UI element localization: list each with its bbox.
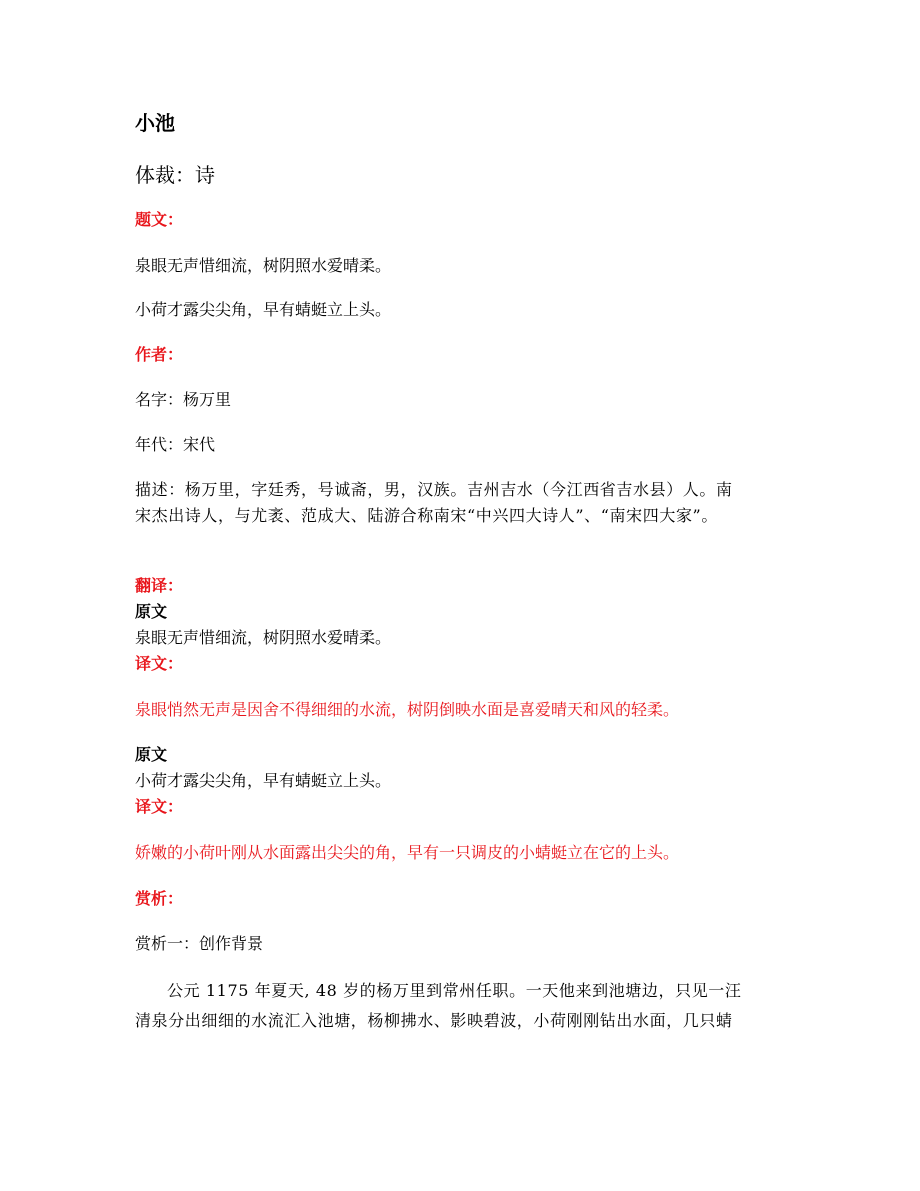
author-name: 名字：杨万里 xyxy=(135,390,232,409)
appreciation-subheading: 赏析一：创作背景 xyxy=(135,934,264,953)
translation-text: 泉眼悄然无声是因舍不得细细的水流，树阴倒映水面是喜爱晴天和风的轻柔。 xyxy=(135,700,680,719)
appreciation-paragraph-line: 清泉分出细细的水流汇入池塘，杨柳拂水、影映碧波，小荷刚刚钻出水面，几只蜻 xyxy=(135,1011,733,1030)
translation-label: 译文： xyxy=(135,654,184,673)
poem-line: 小荷才露尖尖角，早有蜻蜓立上头。 xyxy=(135,300,392,319)
translation-heading: 翻译： xyxy=(135,576,184,595)
doc-title: 小池 xyxy=(135,111,175,135)
poem-heading: 题文： xyxy=(135,210,184,229)
translation-label: 译文： xyxy=(135,797,184,816)
genre-line: 体裁：诗 xyxy=(135,163,215,187)
original-label: 原文 xyxy=(135,602,168,621)
author-heading: 作者： xyxy=(135,345,184,364)
translation-text: 娇嫩的小荷叶刚从水面露出尖尖的角，早有一只调皮的小蜻蜓立在它的上头。 xyxy=(135,843,680,862)
original-text: 小荷才露尖尖角，早有蜻蜓立上头。 xyxy=(135,771,392,790)
appreciation-heading: 赏析： xyxy=(135,889,184,908)
author-desc-line: 宋杰出诗人，与尤袤、范成大、陆游合称南宋“中兴四大诗人”、“南宋四大家”。 xyxy=(135,506,718,525)
author-desc-line: 描述：杨万里，字廷秀，号诚斋，男，汉族。吉州吉水（今江西省吉水县）人。南 xyxy=(135,480,733,499)
original-label: 原文 xyxy=(135,745,168,764)
original-text: 泉眼无声惜细流，树阴照水爱晴柔。 xyxy=(135,628,392,647)
author-era: 年代：宋代 xyxy=(135,435,216,454)
appreciation-paragraph-line: 公元 1175 年夏天, 48 岁的杨万里到常州任职。一天他来到池塘边，只见一汪 xyxy=(167,981,742,1000)
poem-line: 泉眼无声惜细流，树阴照水爱晴柔。 xyxy=(135,256,392,275)
